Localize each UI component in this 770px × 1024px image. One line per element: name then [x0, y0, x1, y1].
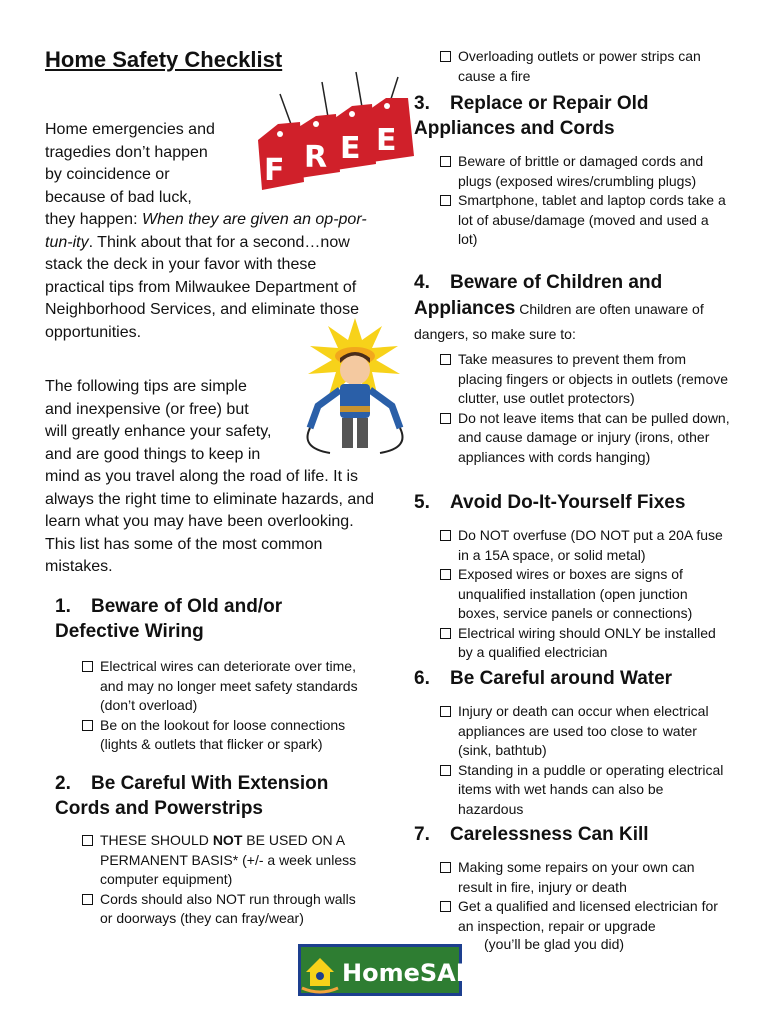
list-item: Electrical wires can deteriorate over time, and may no longer meet safety standards (don’t overload) [82, 657, 372, 716]
page-title: Home Safety Checklist [45, 47, 283, 72]
section-3-title: Replace or Repair Old Appliances and Cords [414, 93, 649, 139]
free-tag-letter-2: R [304, 140, 328, 175]
section-6-list [440, 702, 730, 819]
section-5-heading [414, 490, 714, 515]
section-3-heading [414, 91, 714, 141]
section-5-list [440, 526, 730, 663]
section-7-heading [414, 822, 714, 847]
section-2-continued-list [440, 47, 730, 86]
section-7-list [440, 858, 730, 936]
free-tag-letter-1: F [264, 153, 285, 188]
intro-text-italic: When they are given an op-por-tun-ity [45, 211, 367, 251]
logo-text: HomeSAFE [342, 959, 489, 987]
section-4-number: 4. [414, 272, 430, 293]
list-item: Standing in a puddle or operating electrical items with wet hands can also be hazardous [440, 761, 730, 820]
intro-p2-text: The following tips are simple and inexpensive (or free) but will greatly enhance your safety, and are good things to keep in mind as you travel along the road of life. It is always the right time to eliminate hazards, and learn what you may have been overlooking. This list has some of the most common mistakes. [45, 378, 375, 575]
list-item: Exposed wires or boxes are signs of unqualified installation (open junction boxes, service panels or connections) [440, 565, 730, 624]
intro-text-start: Home emergencies and tragedies don’t happen by coincidence or because of bad luck, they happen: [45, 121, 215, 228]
free-tag-letter-3: E [340, 131, 361, 166]
list-item: Beware of brittle or damaged cords and plugs (exposed wires/crumbling plugs) [440, 152, 730, 191]
list-item: Overloading outlets or power strips can cause a fire [440, 47, 730, 86]
section-1-heading [55, 594, 355, 644]
section-1-number: 1. [55, 596, 71, 617]
list-item: Making some repairs on your own can result in fire, injury or death [440, 858, 730, 897]
free-tag-letter-4: E [376, 123, 397, 158]
homesafe-logo [298, 944, 489, 996]
intro-text-end: . Think about that for a second…now stack the deck in your favor with these practical tips from Milwaukee Department of Neighborhood Services, and eliminate those opportunities. [45, 233, 359, 341]
section-3-number: 3. [414, 93, 430, 114]
list-item: Cords should also NOT run through walls or doorways (they can fray/wear) [82, 890, 372, 929]
section-7-number: 7. [414, 824, 430, 845]
list-item: THESE SHOULD NOT BE USED ON A PERMANENT BASIS* (+/- a week unless computer equipment) [82, 831, 372, 890]
section-2-heading [55, 771, 355, 821]
section-2-list [82, 831, 372, 929]
section-2-number: 2. [55, 773, 71, 794]
section-4-title-b: Appliances [414, 298, 516, 319]
list-item: Smartphone, tablet and laptop cords take a lot of abuse/damage (moved and used a lot) [440, 191, 730, 250]
intro-paragraph-2 [45, 376, 375, 579]
section-5-title: Avoid Do-It-Yourself Fixes [450, 492, 686, 513]
section-6-heading [414, 666, 714, 691]
section-3-list [440, 152, 730, 250]
section-5-number: 5. [414, 492, 430, 513]
section-2-title: Be Careful With Extension Cords and Powerstrips [55, 773, 329, 819]
list-item: Electrical wiring should ONLY be installed by a qualified electrician [440, 624, 730, 663]
list-item: Take measures to prevent them from placing fingers or objects in outlets (remove clutter, use outlet protectors) [440, 350, 730, 409]
list-item: Do NOT overfuse (DO NOT put a 20A fuse in a 15A space, or solid metal) [440, 526, 730, 565]
section-1-title: Beware of Old and/or Defective Wiring [55, 596, 283, 642]
section-7-title: Carelessness Can Kill [450, 824, 649, 845]
section-4-heading [414, 270, 729, 347]
section-7-footer: (you’ll be glad you did) [484, 936, 625, 952]
section-6-number: 6. [414, 668, 430, 689]
section-1-list [82, 657, 372, 755]
list-item: Get a qualified and licensed electrician for an inspection, repair or upgrade [440, 897, 730, 936]
list-item: Be on the lookout for loose connections (lights & outlets that flicker or spark) [82, 716, 372, 755]
section-6-title: Be Careful around Water [450, 668, 673, 689]
section-4-list [440, 350, 730, 467]
list-item: Do not leave items that can be pulled down, and cause damage or injury (irons, other appliances with cords hanging) [440, 409, 730, 468]
section-4-intro: Children are often unaware of dangers, so make sure to: [414, 301, 704, 342]
section-4-title-a: Beware of Children and [450, 272, 663, 293]
list-item: Injury or death can occur when electrical appliances are used too close to water (sink, bathtub) [440, 702, 730, 761]
